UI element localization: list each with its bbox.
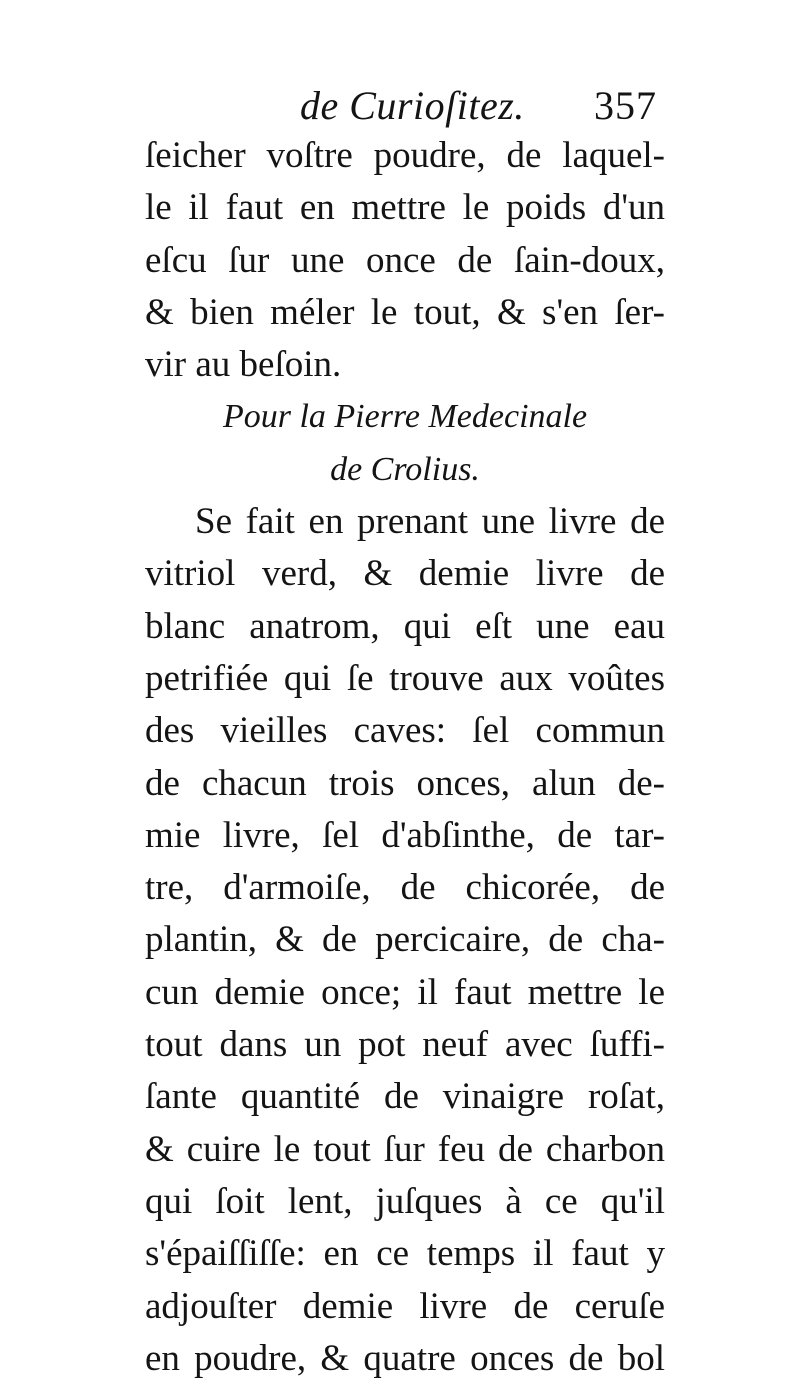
text-line: tout dans un pot neuf avec ſuffi- [145,1024,665,1066]
text-line: & cuire le tout ſur feu de charbon [145,1128,665,1170]
text-line: s'épaiſſiſſe: en ce temps il faut y [145,1233,665,1275]
page-number: 357 [594,83,657,128]
text-line: vitriol verd, & demie livre de [145,553,665,595]
section-heading: Pour la Pierre Medecinale [222,398,588,436]
running-head-title: de Curioſitez. [300,83,525,128]
text-line: blanc anatrom, qui eſt une eau [145,605,665,647]
text-line: des vieilles caves: ſel commun [145,710,665,752]
text-line: cun demie once; il faut mettre le [145,971,665,1013]
section-heading-continued: de Crolius. [330,450,480,488]
text-line: petrifiée qui ſe trouve aux voûtes [145,657,665,699]
text-line: qui ſoit lent, juſques à ce qu'il [145,1180,665,1222]
text-line: Se fait en prenant une livre de [195,501,665,543]
text-line: de chacun trois onces, alun de- [145,762,665,804]
body-text [145,130,665,1385]
text-line: vir au beſoin. [145,344,342,386]
text-line: en poudre, & quatre onces de bol [145,1337,665,1379]
text-line: ſeicher voſtre poudre, de laquel- [145,135,665,176]
text-line: le il faut en mettre le poids d'un [145,187,665,229]
text-line: adjouſter demie livre de ceruſe [145,1285,665,1327]
text-line: plantin, & de percicaire, de cha- [145,919,665,961]
text-line: mie livre, ſel d'abſinthe, de tar- [145,814,665,856]
text-line: eſcu ſur une once de ſain-doux, [145,239,665,281]
text-line: & bien méler le tout, & s'en ſer- [145,291,665,333]
text-line: tre, d'armoiſe, de chicorée, de [145,867,665,909]
running-head [145,78,665,134]
text-line: ſante quantité de vinaigre roſat, [145,1076,665,1118]
